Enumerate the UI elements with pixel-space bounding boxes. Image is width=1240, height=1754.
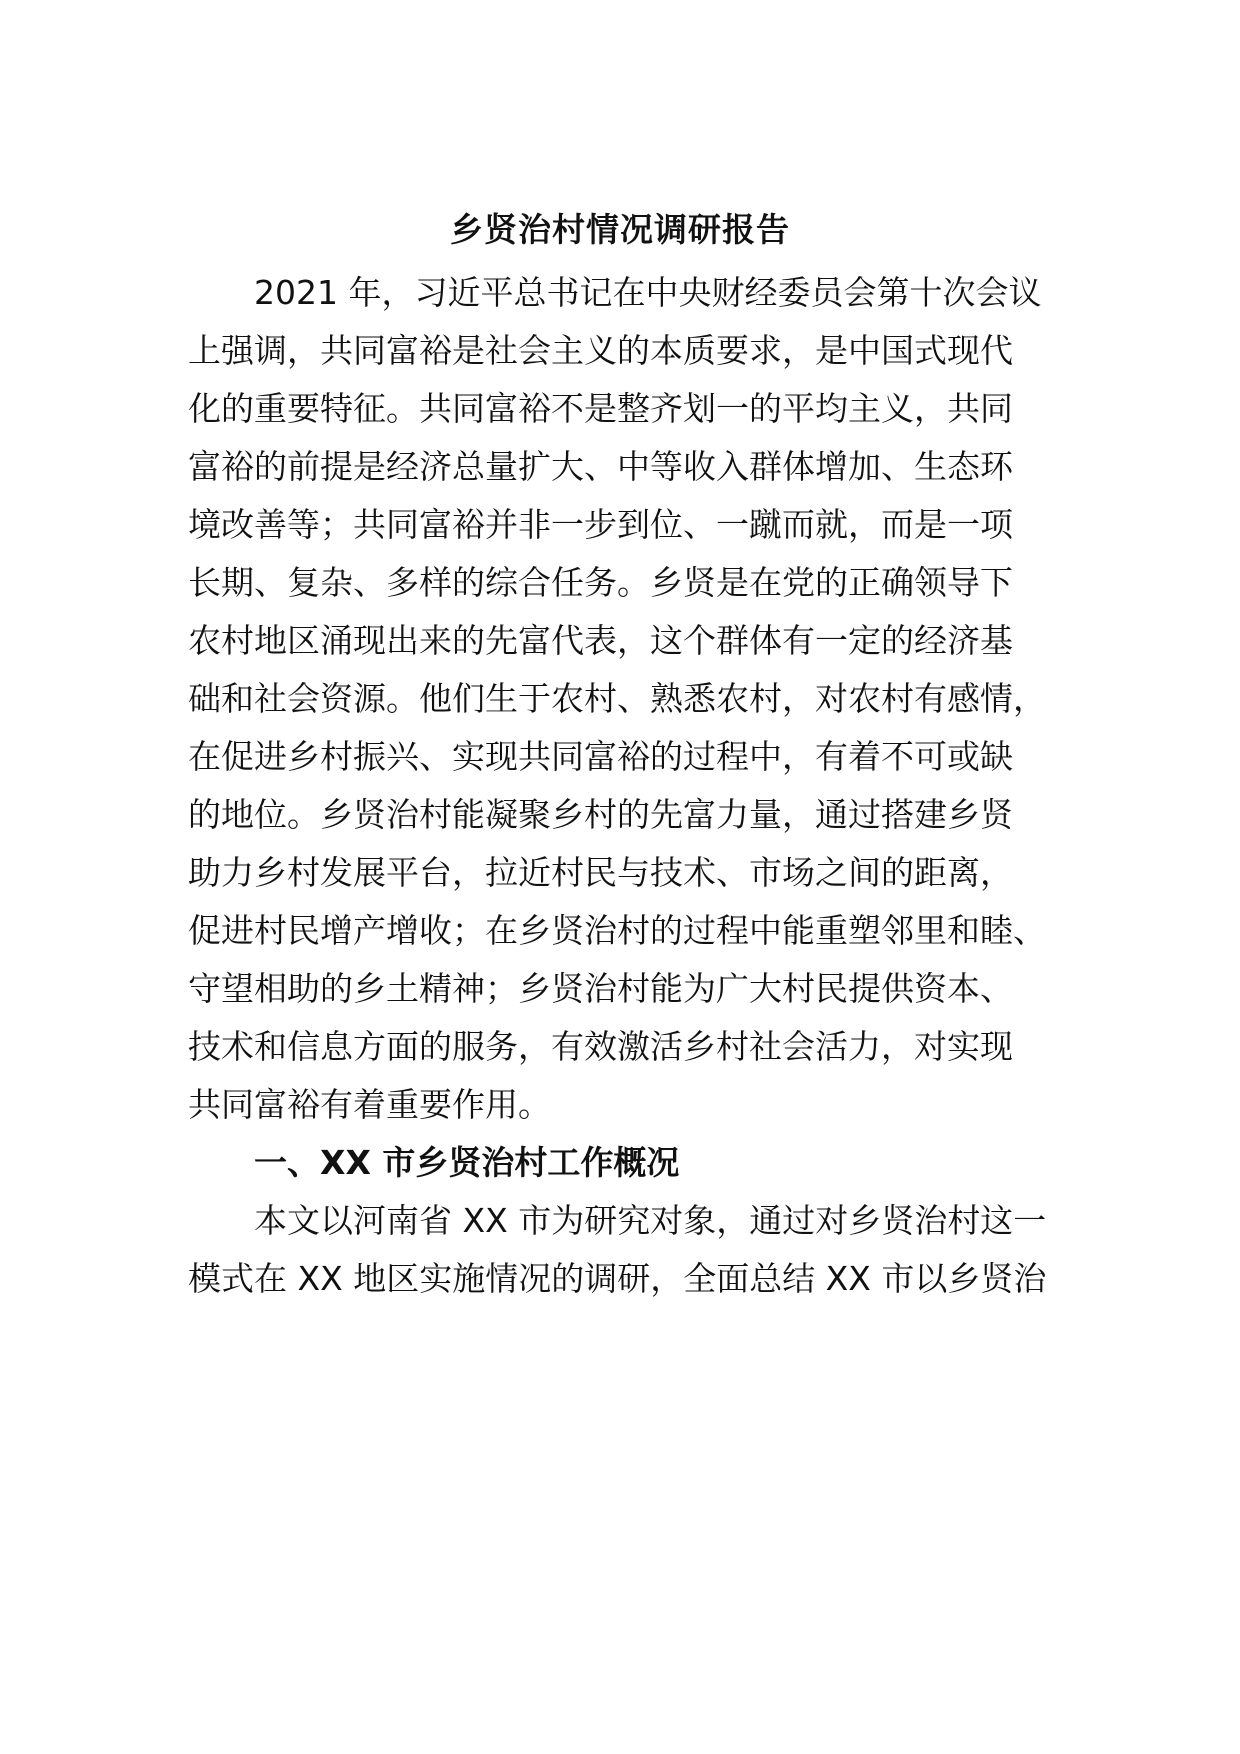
paragraph-line: 农村地区涌现出来的先富代表，这个群体有一定的经济基 bbox=[188, 621, 1013, 660]
paragraph-line: 守望相助的乡土精神；乡贤治村能为广大村民提供资本、 bbox=[188, 969, 1013, 1008]
section-heading: 一、XX 市乡贤治村工作概况 bbox=[254, 1143, 680, 1182]
paragraph-line: 促进村民增产增收；在乡贤治村的过程中能重塑邻里和睦、 bbox=[188, 911, 1046, 950]
paragraph-line: 上强调，共同富裕是社会主义的本质要求，是中国式现代 bbox=[188, 331, 1013, 370]
document-title: 乡贤治村情况调研报告 bbox=[450, 210, 790, 249]
paragraph-line: 2021 年，习近平总书记在中央财经委员会第十次会议 bbox=[254, 273, 1042, 312]
paragraph-line: 在促进乡村振兴、实现共同富裕的过程中，有着不可或缺 bbox=[188, 737, 1013, 776]
paragraph-line: 富裕的前提是经济总量扩大、中等收入群体增加、生态环 bbox=[188, 447, 1013, 486]
paragraph-line: 共同富裕有着重要作用。 bbox=[188, 1085, 551, 1124]
paragraph-line: 助力乡村发展平台，拉近村民与技术、市场之间的距离， bbox=[188, 853, 1013, 892]
paragraph-line: 境改善等；共同富裕并非一步到位、一蹴而就，而是一项 bbox=[188, 505, 1013, 544]
paragraph-line: 本文以河南省 XX 市为研究对象，通过对乡贤治村这一 bbox=[254, 1201, 1047, 1240]
paragraph-line: 技术和信息方面的服务，有效激活乡村社会活力，对实现 bbox=[188, 1027, 1013, 1066]
paragraph-line: 的地位。乡贤治村能凝聚乡村的先富力量，通过搭建乡贤 bbox=[188, 795, 1013, 834]
paragraph-line: 模式在 XX 地区实施情况的调研，全面总结 XX 市以乡贤治 bbox=[188, 1259, 1047, 1298]
paragraph-line: 础和社会资源。他们生于农村、熟悉农村，对农村有感情， bbox=[188, 679, 1046, 718]
paragraph-line: 化的重要特征。共同富裕不是整齐划一的平均主义，共同 bbox=[188, 389, 1013, 428]
paragraph-line: 长期、复杂、多样的综合任务。乡贤是在党的正确领导下 bbox=[188, 563, 1013, 602]
